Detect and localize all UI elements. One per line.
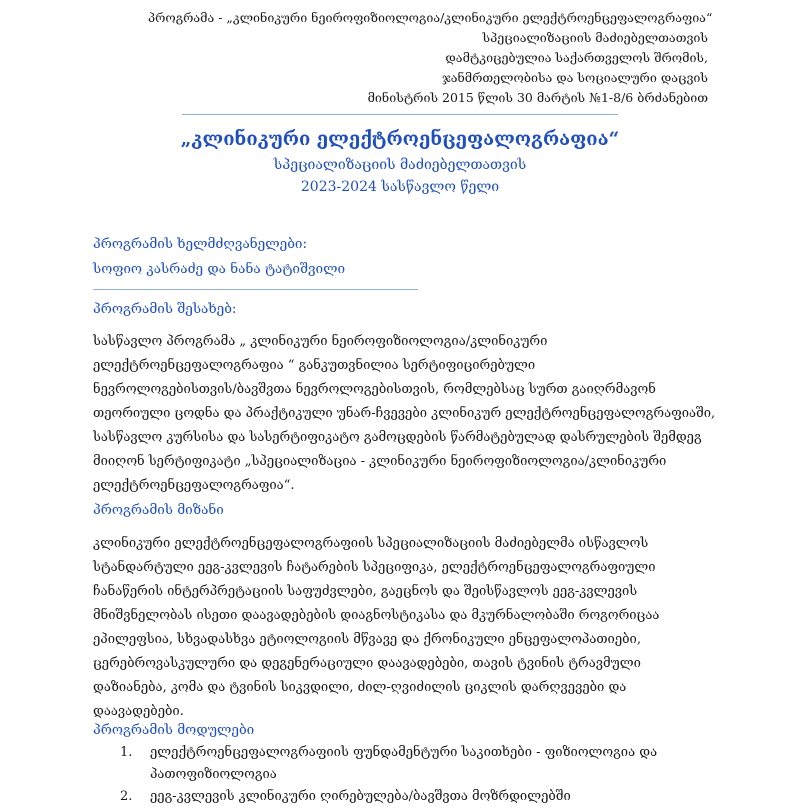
list-item-line: ეეგ-კვლევის კლინიკური ღირებულება/ბავშვთა მოზრდილებში — [150, 789, 571, 804]
paragraph-line: ჩანაწერის ინტერპრეტაციის საფუძვლები, გაეცნოს და შეისწავლოს ეეგ-კვლევის — [93, 584, 638, 599]
list-number: 2. — [120, 789, 133, 804]
paragraph-line: ნევროლოგებისთვის/ბავშვთა ნევროლოგებისთვის, რომლებსაც სურთ გაიღრმავონ — [93, 382, 656, 397]
header-line: პროგრამა - „კლინიკური ნეიროფიზიოლოგია/კლინიკური ელექტროენცეფალოგრაფია“ — [148, 10, 713, 25]
paragraph-line: მიიღონ სერტიფიკატი „სპეციალიზაცია - კლინიკური ნეიროფიზიოლოგია/კლინიკური — [93, 454, 667, 469]
list-item — [120, 742, 720, 786]
paragraph-line: ელექტროენცეფალოგრაფია “ განკუთვნილია სერტიფიცირებული — [93, 358, 536, 373]
header-line: სპეციალიზაციის მაძიებელთათვის — [482, 30, 708, 45]
leaders-names: სოფიო კასრაძე და ნანა ტატიშვილი — [93, 261, 346, 277]
list-item-line: პათოფიზიოლოგია — [150, 767, 277, 782]
paragraph-line: სასწავლო კურსისა და სასერტიფიკატო გამოცდების წარმატებულად დასრულების შემდეგ — [93, 430, 702, 445]
header-line: დამტკიცებულია საქართველოს შრომის, — [445, 50, 708, 65]
about-paragraph — [93, 330, 716, 498]
paragraph-line: ცერებროვასკულური და დეგენერაციული დაავადებები, თავის ტვინის ტრავმული — [93, 656, 641, 671]
paragraph-line: კლინიკური ელექტროენცეფალოგრაფიის სპეციალიზაციის მაძიებელმა ისწავლოს — [93, 536, 649, 551]
list-item-line: ელექტროენცეფალოგრაფიის ფუნდამენტური საკითხები - ფიზიოლოგია და — [150, 745, 658, 760]
title-block — [0, 126, 800, 198]
modules-list — [120, 742, 720, 808]
paragraph-line: თეორიული ცოდნა და პრაქტიკული უნარ-ჩვევები კლინიკურ ელექტროენცეფალოგრაფიაში, — [93, 406, 716, 421]
paragraph-line: ეპილეფსია, სხვადასხვა ეტიოლოგიის მწვავე და ქრონიკული ენცეფალოპათიები, — [93, 632, 641, 647]
paragraph-line: დაავადებები. — [93, 704, 184, 719]
list-item — [120, 786, 720, 808]
header-line: ჯანმრთელობისა და სოციალური დაცვის — [442, 70, 708, 85]
paragraph-line: მნიშვნელობას ისეთი დაავადებების დიაგნოსტიკასა და მკურნალობაში როგორიცაა — [93, 608, 660, 623]
document-subtitle: სპეციალიზაციის მაძიებელთათვის — [273, 157, 527, 173]
paragraph-line: სასწავლო პროგრამა „ კლინიკური ნეიროფიზიოლოგია/კლინიკური — [93, 334, 548, 349]
paragraph-line: დაზიანება, კომა და ტვინის სიკვდილი, ძილ-ღვიძილის ციკლის დარღვევები და — [93, 680, 627, 695]
header-divider — [182, 114, 618, 115]
academic-year: 2023-2024 სასწავლო წელი — [300, 179, 500, 195]
goal-paragraph — [93, 532, 711, 724]
document-title: „კლინიკური ელექტროენცეფალოგრაფია“ — [180, 129, 620, 150]
list-number: 1. — [120, 745, 133, 760]
section-divider — [93, 289, 418, 290]
leaders-heading: პროგრამის ხელმძღვანელები: — [93, 236, 308, 252]
paragraph-line: ელექტროენცეფალოგრაფია“. — [93, 478, 295, 493]
about-heading: პროგრამის შესახებ: — [93, 301, 237, 317]
goal-heading: პროგრამის მიზანი — [93, 502, 224, 518]
header-line: მინისტრის 2015 წლის 30 მარტის №1-8/6 ბრძანებით — [367, 90, 708, 105]
modules-heading: პროგრამის მოდულები — [93, 722, 255, 738]
approval-header — [148, 8, 713, 108]
paragraph-line: სტანდარტული ეეგ-კვლევის ჩატარების სპეციფიკა, ელექტროენცეფალოგრაფიული — [93, 560, 656, 575]
